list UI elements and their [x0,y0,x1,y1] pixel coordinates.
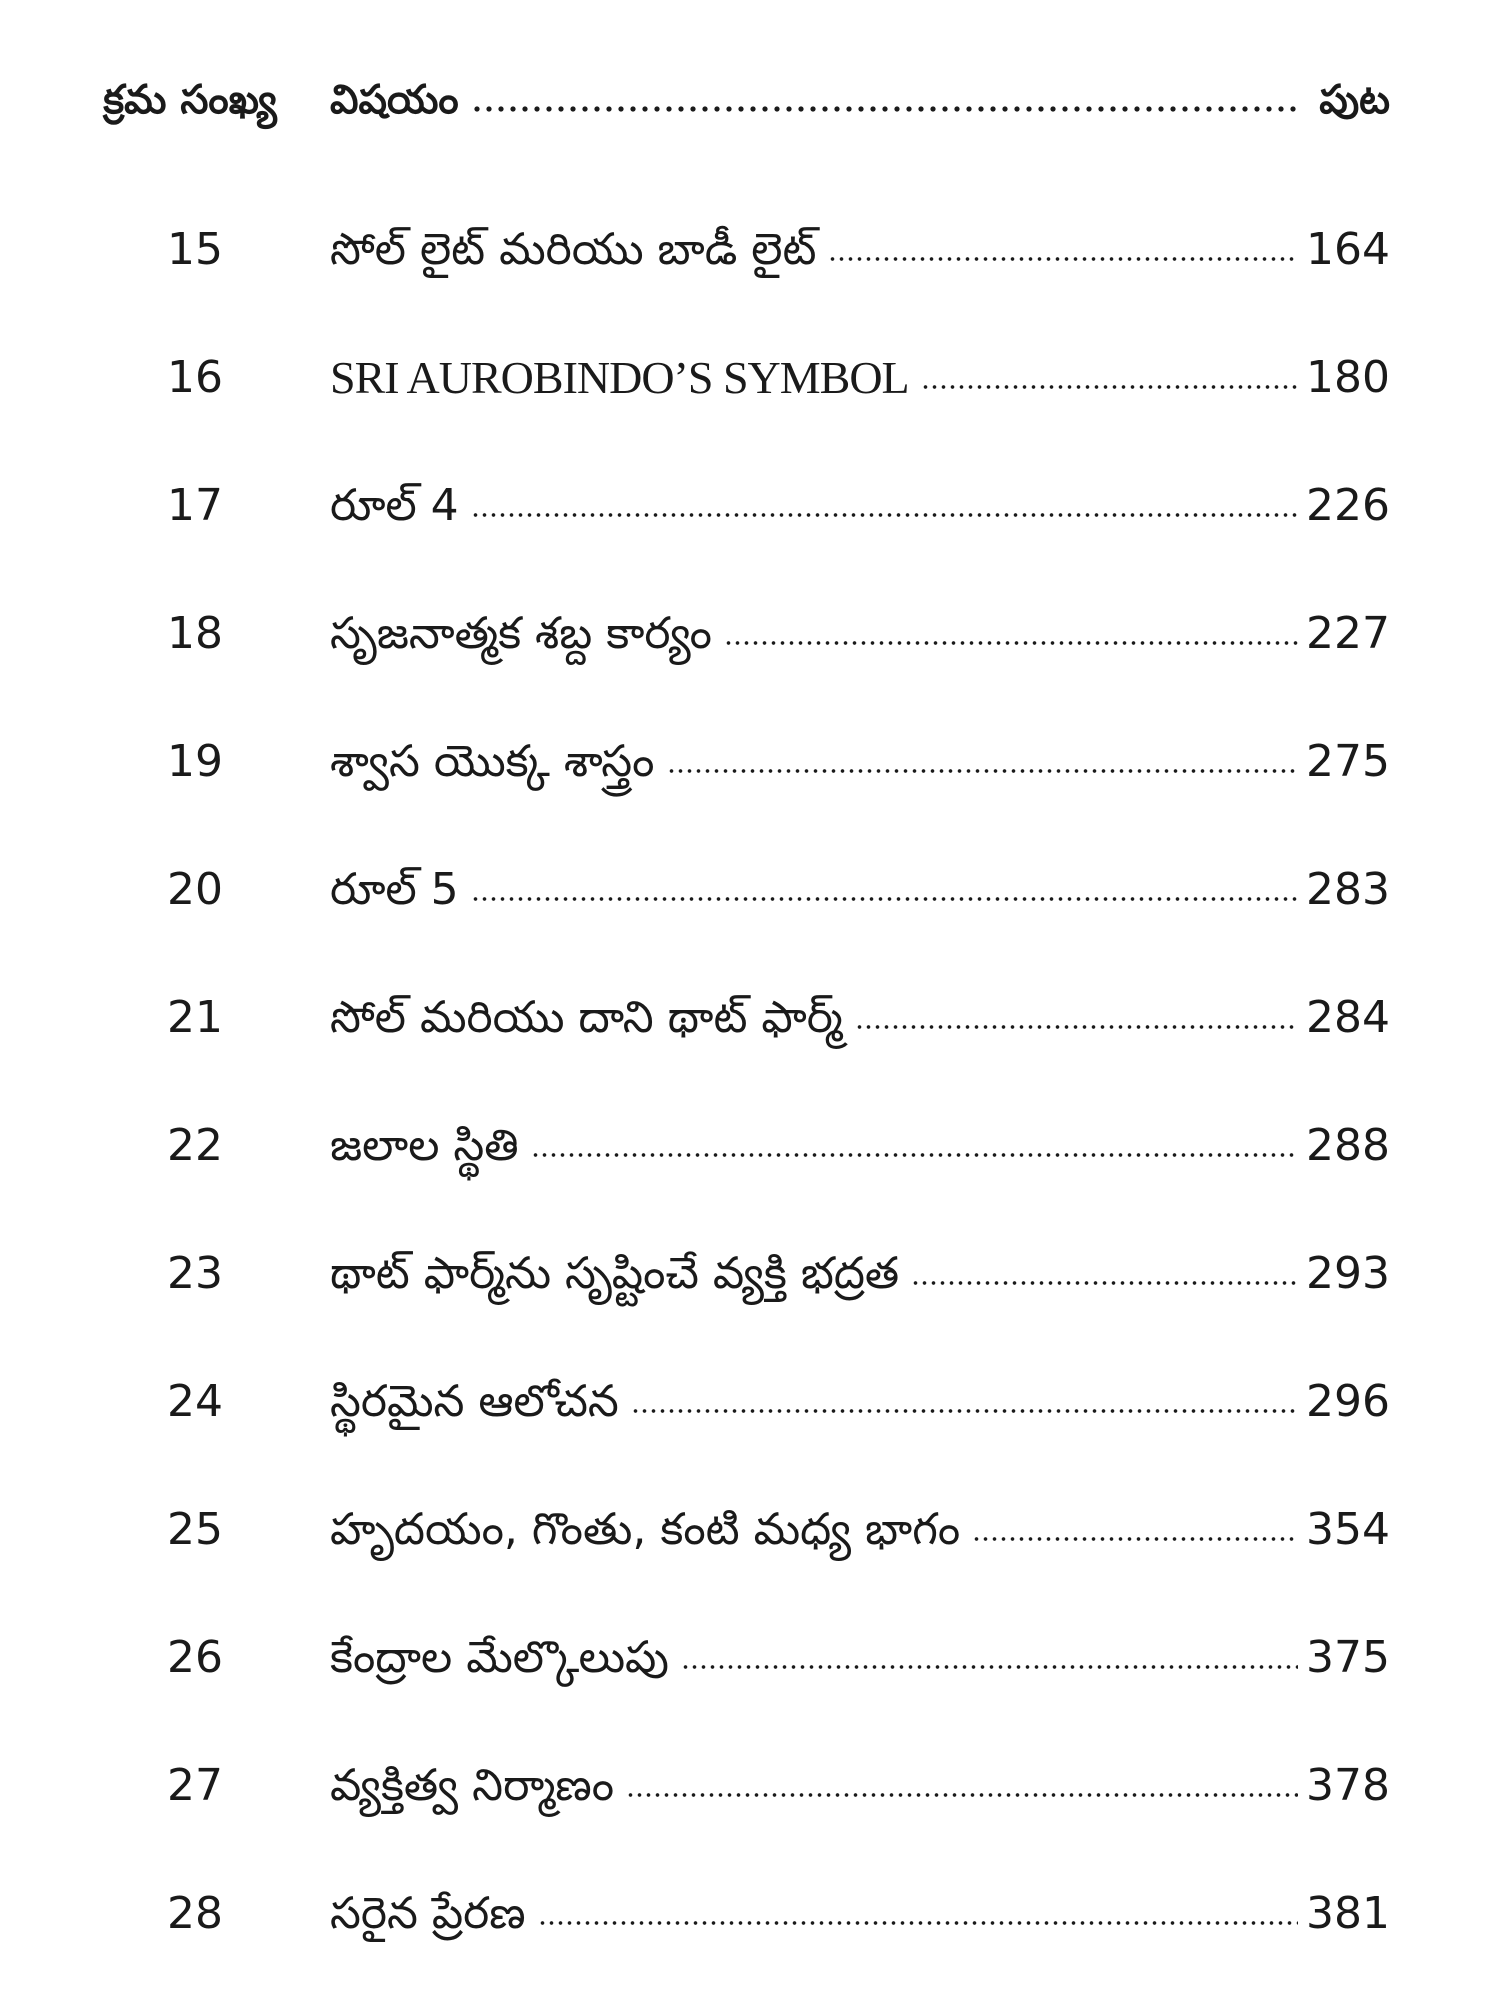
entry-line [330,978,1390,1058]
toc-row [0,594,1500,674]
entry-page: 164 [1306,224,1390,275]
dot-leader [724,640,1298,646]
entry-number: 25 [167,1504,223,1555]
entry-number: 18 [167,608,223,659]
entry-number: 24 [167,1376,223,1427]
toc-row [0,466,1500,546]
toc-row [0,1362,1500,1442]
entry-page: 296 [1306,1376,1390,1427]
entry-line [330,466,1390,546]
entry-line [330,1106,1390,1186]
dot-leader [538,1920,1298,1926]
entry-page: 283 [1306,864,1390,915]
toc-row [0,978,1500,1058]
entry-title: థాట్ ఫార్మ్‌ను సృష్టించే వ్యక్తి భద్రత [330,1248,900,1299]
toc-row [0,722,1500,802]
entry-number: 23 [167,1248,223,1299]
dot-leader [531,1152,1298,1158]
entry-line [330,1618,1390,1698]
entry-title: SRI AUROBINDO’S SYMBOL [330,352,909,403]
dot-leader [972,1536,1298,1542]
toc-row [0,1490,1500,1570]
entry-number: 27 [167,1760,223,1811]
toc-row [0,1234,1500,1314]
toc-row [0,850,1500,930]
entry-number: 21 [167,992,223,1043]
dot-leader [667,768,1299,774]
toc-header [0,60,1500,140]
entry-page: 275 [1306,736,1390,787]
entry-number: 22 [167,1120,223,1171]
entry-line [330,594,1390,674]
entry-line [330,1874,1390,1954]
entry-title: కేంద్రాల మేల్కొలుపు [330,1632,669,1683]
entry-page: 227 [1306,608,1390,659]
entry-line [330,1234,1390,1314]
dot-leader [626,1792,1298,1798]
dot-leader [471,512,1298,518]
entry-title: సరైన ప్రేరణ [330,1888,526,1939]
entry-line [330,210,1390,290]
entry-title: రూల్ 4 [330,480,459,531]
page-heading: పుట [1319,77,1390,123]
toc-row [0,1106,1500,1186]
entry-number: 19 [167,736,223,787]
entry-page: 381 [1306,1888,1390,1939]
entry-line [330,1746,1390,1826]
entry-title: సోల్ లైట్ మరియు బాడీ లైట్ [330,224,817,275]
entry-title: సృజనాత్మక శబ్ద కార్యం [330,608,712,659]
toc-row [0,1618,1500,1698]
entry-title: జలాల స్థితి [330,1120,519,1171]
entry-number: 28 [167,1888,223,1939]
entry-page: 284 [1306,992,1390,1043]
header-entry [330,60,1390,140]
toc-row [0,1746,1500,1826]
dot-leader [681,1664,1298,1670]
entry-number: 15 [167,224,223,275]
entry-title: హృదయం, గొంతు, కంటి మధ్య భాగం [330,1504,961,1555]
entry-page: 288 [1306,1120,1390,1171]
entry-line [330,1490,1390,1570]
entry-line [330,1362,1390,1442]
entry-title: వ్యక్తిత్వ నిర్మాణం [330,1760,615,1811]
entry-line [330,338,1390,418]
dot-leader [471,896,1298,902]
entry-title: సోల్ మరియు దాని థాట్ ఫార్మ్ [330,992,843,1043]
dot-leader [471,105,1302,113]
entry-number: 20 [167,864,223,915]
entry-page: 180 [1306,352,1390,403]
entry-page: 375 [1306,1632,1390,1683]
entry-page: 354 [1306,1504,1390,1555]
entry-title: రూల్ 5 [330,864,459,915]
topic-heading: విషయం [330,77,459,123]
entry-title: శ్వాస యొక్క శాస్త్రం [330,736,655,787]
entry-page: 378 [1306,1760,1390,1811]
toc-row [0,1874,1500,1954]
toc-row [0,338,1500,418]
dot-leader [828,256,1298,262]
entry-number: 26 [167,1632,223,1683]
dot-leader [855,1024,1298,1030]
entry-line [330,722,1390,802]
entry-page: 226 [1306,480,1390,531]
dot-leader [911,1280,1298,1286]
serial-number-heading: క్రమ సంఖ్య [103,77,277,123]
dot-leader [921,384,1298,390]
entry-title: స్థిరమైన ఆలోచన [330,1376,619,1427]
dot-leader [631,1408,1298,1414]
toc-row [0,210,1500,290]
entry-page: 293 [1306,1248,1390,1299]
entry-line [330,850,1390,930]
entry-number: 17 [167,480,223,531]
entry-number: 16 [167,352,223,403]
